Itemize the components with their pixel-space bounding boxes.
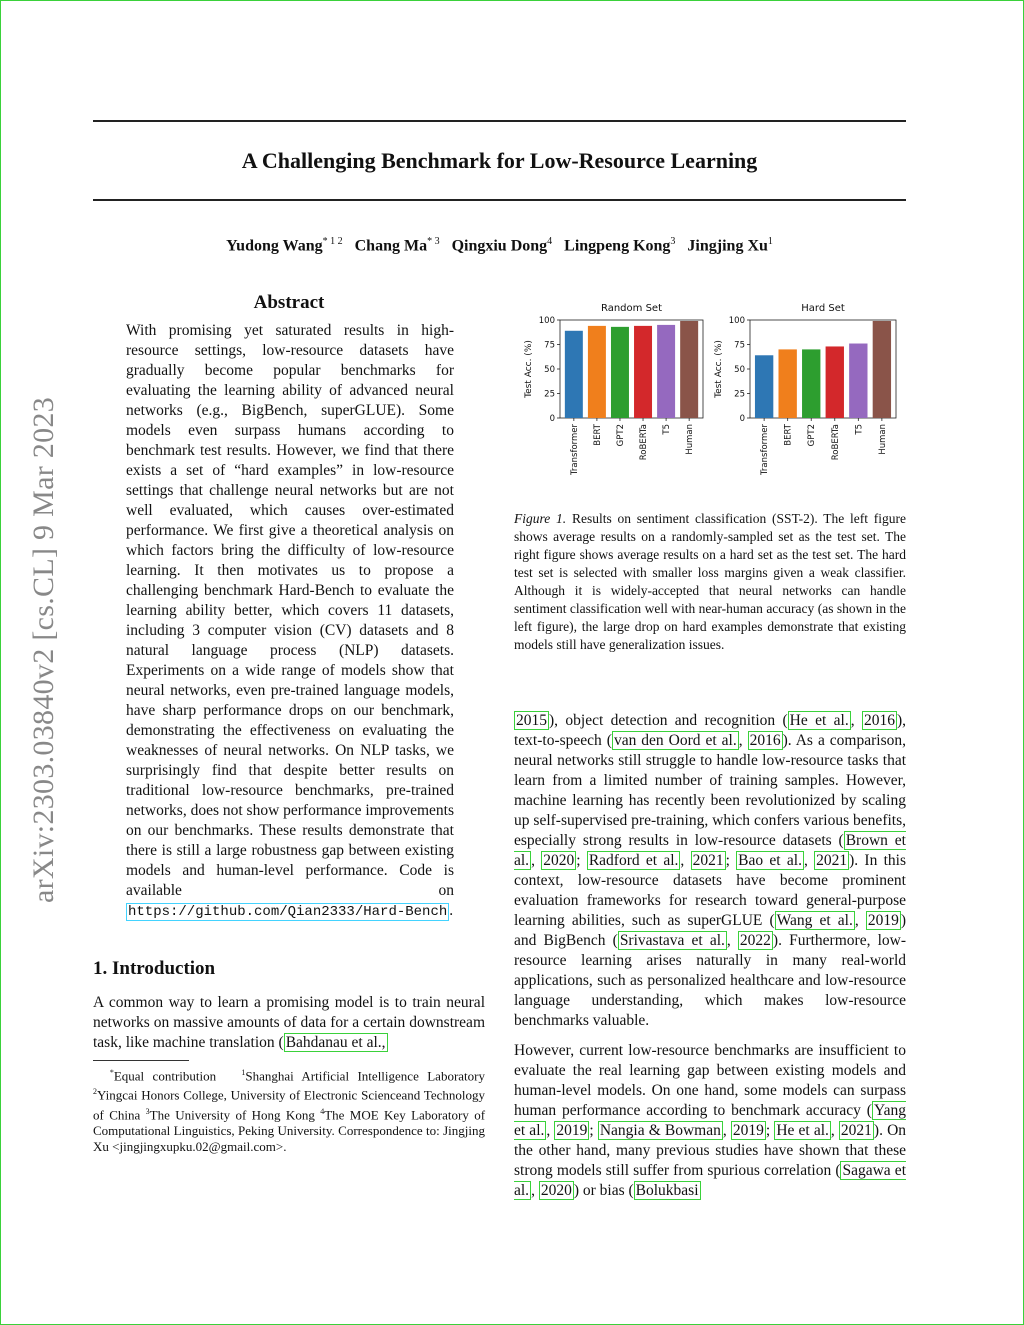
- paragraph-text: ;: [725, 852, 737, 869]
- y-tick-label: 100: [728, 316, 745, 326]
- paragraph-text: ,: [531, 852, 542, 869]
- x-tick-label: RoBERTa: [830, 424, 841, 461]
- abstract-heading: Abstract: [253, 292, 325, 313]
- figure-caption-text: Results on sentiment classification (SST-2). The left figure shows average results on a randomly-sampled set as the test set. The right figure shows average results on a hard set as the test set. The hard test set is selected with smaller loss margins given a weak classifier. Although it is widely-accepted that neural networks can handle sentiment classification well with near-human accuracy (as shown in the left figure), the large drop on hard examples demonstrate that existing models still have generalization issues.: [514, 511, 907, 652]
- citation-link[interactable]: 2016: [749, 732, 781, 749]
- author-affiliation-marks: 4: [547, 236, 553, 247]
- bar-transformer: [565, 331, 583, 418]
- title-bottom-rule: [93, 199, 906, 201]
- paragraph-text: ,: [531, 1182, 539, 1199]
- y-tick-label: 0: [549, 414, 555, 424]
- paragraph-text: ,: [726, 932, 738, 949]
- bar-bert: [588, 326, 606, 418]
- paragraph-text: ,: [850, 712, 862, 729]
- citation-link[interactable]: 2019: [732, 1122, 764, 1139]
- y-tick-label: 100: [538, 316, 555, 326]
- citation-link[interactable]: Radford et al.: [588, 852, 679, 869]
- paragraph-text: ,: [722, 1122, 731, 1139]
- citation-link[interactable]: Nangia & Bowman: [599, 1122, 721, 1139]
- y-axis-label: Test Acc. (%): [524, 340, 534, 398]
- x-tick-label: BERT: [783, 424, 794, 446]
- paragraph-text: ). Furthermore, low-resource learning arises naturally in many real-world applications, such as personalized healthcare and low-resource language understanding, which makes low-resource benchmarks valuable.: [514, 932, 906, 1029]
- paper-title: A Challenging Benchmark for Low-Resource Learning: [241, 148, 758, 173]
- intro-continued-paragraph: [514, 711, 906, 1031]
- bar-human: [680, 321, 698, 418]
- y-tick-label: 25: [544, 389, 555, 400]
- section-heading-introduction: 1. Introduction: [93, 958, 216, 979]
- x-tick-label: Human: [685, 424, 696, 455]
- citation-link[interactable]: 2022: [739, 932, 771, 949]
- citation-link[interactable]: Bao et al.: [738, 852, 802, 869]
- abstract-text: With promising yet saturated results in high-resource settings, low-resource datasets have gradually become popular benchmarks for evaluating the learning ability of advanced neural networks (e.g., BigBench, superGLUE). Some models even surpass humans according to benchmark test results. However, we find that there exists a set of “hard examples” in low-resource settings that challenge neural networks but are not well evaluated, which causes over-estimated performance. We first give a theoretical analysis on which factors bring the difficulty of low-resource learning. It then motivates us to propose a challenging benchmark Hard-Bench to evaluate the learning ability better, which covers 11 datasets, including 3 computer vision (CV) datasets and 8 natural language process (NLP) datasets. Experiments on a wide range of models show that neural networks, even pre-trained language models, have sharp performance drops on our benchmark, demonstrating the effectiveness on evaluating the weaknesses of neural networks. On NLP tasks, we surprisingly find that despite better results on traditional low-resource benchmarks, pre-trained networks, does not show performance improvements on our benchmarks. These results demonstrate that there is still a large robustness gap between existing models and human-level performance. Code is available on: [126, 322, 455, 899]
- x-tick-label: T5: [854, 424, 865, 435]
- intro-paragraph: [93, 993, 485, 1053]
- citation-link[interactable]: 2021: [840, 1122, 872, 1139]
- paragraph-text: ,: [830, 1122, 839, 1139]
- bar-bert: [778, 349, 796, 418]
- citation-link[interactable]: Srivastava et al.: [619, 932, 725, 949]
- code-link[interactable]: https://github.com/Qian2333/Hard-Bench: [128, 904, 448, 920]
- bar-roberta: [826, 346, 844, 418]
- footnote-rule: [93, 1060, 189, 1061]
- paragraph-text: ). As a comparison, neural networks still struggle to handle low-resource tasks that learn from a limited number of training samples. However, machine learning has recently been revolutionized by scaling up self-supervised pre-training, which confers various benefits, especially strong results in low-resource datasets (: [514, 732, 906, 849]
- author-name: Lingpeng Kong: [564, 237, 671, 255]
- citation-link[interactable]: Brown et al.: [514, 832, 906, 869]
- abstract-end-period: .: [449, 902, 454, 919]
- intro-second-paragraph: [514, 1041, 906, 1201]
- x-tick-label: T5: [662, 424, 673, 435]
- paragraph-text: ,: [738, 732, 748, 749]
- abstract-body: [126, 321, 454, 922]
- citation-link[interactable]: He et al.: [789, 712, 849, 729]
- citation-link[interactable]: 2019: [867, 912, 899, 929]
- bar-t5: [849, 344, 867, 418]
- paragraph-text: ,: [854, 912, 866, 929]
- citation-link[interactable]: Bolukbasi: [635, 1182, 699, 1199]
- x-tick-label: BERT: [592, 424, 603, 446]
- bar-gpt2: [802, 349, 820, 418]
- author-affiliation-marks: 3: [670, 236, 676, 247]
- paragraph-text: ), text-to-speech (: [514, 712, 906, 749]
- paragraph-text: ). On the other hand, many previous studies have shown that these strong models still suffer from spurious correlation (: [514, 1122, 907, 1179]
- author-affiliation-marks: * 1 2: [322, 236, 343, 247]
- author-name: Jingjing Xu: [687, 237, 768, 255]
- y-tick-label: 0: [739, 414, 745, 424]
- footnote: *Equal contribution $^1$Shanghai Artificial Intelligence Laboratory $^2$Yingcai Honors College, University of Electronic Scienceand Technology of China $^3$The University of Hong Kong $^4$The MOE Key Laboratory of Computational Linguistics, Peking University. Correspondence to: Jingjing Xu <jingjingxupku.02@gmail.com>.: [93, 1068, 486, 1154]
- x-tick-label: GPT2: [807, 424, 818, 447]
- citation-link[interactable]: 2020: [540, 1182, 572, 1199]
- chart-title: Hard Set: [801, 303, 845, 314]
- bar-roberta: [634, 326, 652, 418]
- title-top-rule: [93, 120, 906, 122]
- arxiv-identifier[interactable]: arXiv:2303.03840v2 [cs.CL] 9 Mar 2023: [27, 396, 60, 904]
- paragraph-text: ,: [680, 852, 691, 869]
- y-axis-label: Test Acc. (%): [714, 340, 724, 398]
- paragraph-text: ) and BigBench (: [514, 912, 906, 949]
- chart-title: Random Set: [600, 303, 663, 314]
- figure-caption: [514, 510, 906, 654]
- paragraph-text: ) or bias (: [573, 1182, 634, 1199]
- citation-link[interactable]: Sagawa et al.: [514, 1162, 906, 1199]
- paragraph-text: ,: [546, 1122, 555, 1139]
- paragraph-text: ;: [576, 852, 587, 869]
- citation-link[interactable]: van den Oord et al.: [613, 732, 737, 749]
- bar-gpt2: [611, 327, 629, 418]
- citation-link[interactable]: 2020: [543, 852, 575, 869]
- paragraph-text: ). In this context, low-resource datasets have become prominent evaluation frameworks for research toward general-purpose learning abilities, such as superGLUE (: [514, 852, 907, 929]
- author-affiliation-marks: * 3: [427, 236, 440, 247]
- bar-human: [873, 321, 891, 418]
- author-name: Qingxiu Dong: [451, 237, 548, 255]
- citation-link[interactable]: 2021: [816, 852, 848, 869]
- y-tick-label: 50: [544, 365, 555, 375]
- y-tick-label: 75: [544, 340, 555, 351]
- bar-transformer: [755, 355, 773, 418]
- paragraph-text: ;: [765, 1122, 775, 1139]
- y-tick-label: 25: [734, 389, 745, 400]
- citation-link[interactable]: Yang et al.: [514, 1102, 906, 1139]
- author-list: [93, 236, 906, 255]
- author-name: Chang Ma: [354, 237, 428, 255]
- citation-link[interactable]: 2021: [692, 852, 724, 869]
- y-tick-label: 75: [734, 340, 745, 351]
- bar-t5: [657, 325, 675, 418]
- paragraph-text: ), object detection and recognition (: [549, 712, 788, 729]
- citation-link[interactable]: Wang et al.: [776, 912, 853, 929]
- citation-link[interactable]: 2015: [516, 712, 547, 729]
- citation-link[interactable]: 2019: [556, 1122, 588, 1139]
- figure-label: Figure 1.: [514, 511, 567, 526]
- x-tick-label: Transformer: [760, 424, 771, 476]
- x-tick-label: Human: [877, 424, 888, 455]
- paragraph-text: However, current low-resource benchmarks are insufficient to evaluate the real learning gap between existing models and human-level models. On one hand, some models can surpass human performance according to benchmark accuracy (: [514, 1042, 906, 1119]
- citation-link[interactable]: Bahdanau et al.,: [285, 1034, 386, 1051]
- x-tick-label: GPT2: [615, 424, 626, 447]
- citation-link[interactable]: He et al.: [776, 1122, 829, 1139]
- author-affiliation-marks: 1: [767, 236, 773, 247]
- paragraph-text: ;: [589, 1122, 598, 1139]
- author-name: Yudong Wang: [226, 237, 323, 255]
- intro-text: A common way to learn a promising model is to train neural networks on massive amounts of data for a certain downstream task, like machine translation (: [93, 994, 485, 1051]
- paragraph-text: ,: [803, 852, 815, 869]
- citation-link[interactable]: 2016: [863, 712, 895, 729]
- y-tick-label: 50: [734, 365, 745, 375]
- x-tick-label: RoBERTa: [639, 424, 650, 461]
- figure-1-chart: [514, 296, 914, 486]
- x-tick-label: Transformer: [569, 424, 580, 476]
